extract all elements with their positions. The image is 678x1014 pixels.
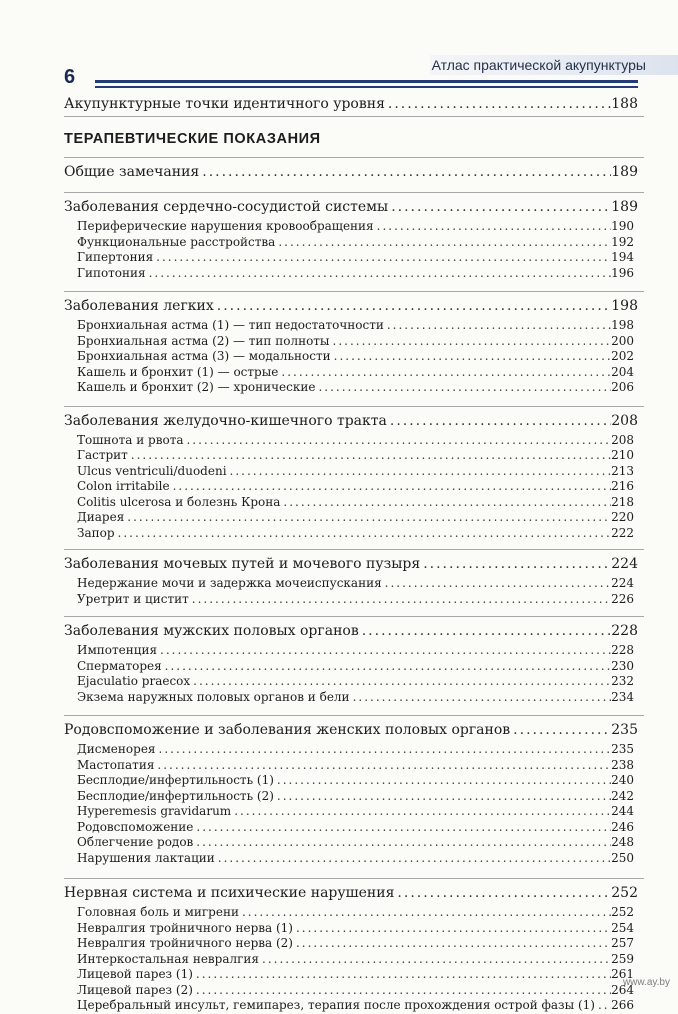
- header-rule-thick: [95, 80, 638, 83]
- entry-title: Hyperemesis gravidarum: [77, 804, 232, 818]
- dot-leader: [275, 235, 611, 251]
- toc-subentry[interactable]: [64, 510, 644, 526]
- dot-leader: [420, 552, 611, 576]
- dot-leader: [124, 510, 611, 526]
- toc-subentry[interactable]: [64, 758, 644, 774]
- page-number: 6: [64, 66, 76, 88]
- entry-title: Colon irritabile: [77, 479, 170, 493]
- entry-title: Заболевания сердечно-сосудистой системы: [64, 199, 389, 215]
- entry-title: Импотенция: [77, 643, 158, 657]
- toc-subentry[interactable]: [64, 448, 644, 464]
- toc-chapter-entry[interactable]: [64, 881, 644, 905]
- entry-page-number: 246: [611, 819, 634, 834]
- toc-chapter-entry[interactable]: [64, 92, 644, 116]
- toc-chapter-entry[interactable]: [64, 619, 644, 643]
- toc-subentry[interactable]: [64, 464, 644, 480]
- entry-title: Бесплодие/инфертильность (1): [77, 773, 274, 787]
- toc-group-female: [64, 716, 644, 878]
- toc-subentry[interactable]: [64, 433, 644, 449]
- entry-page-number: 204: [611, 364, 634, 379]
- entry-page-number: 257: [611, 936, 634, 950]
- toc-group-neuro: [64, 879, 644, 1014]
- dot-leader: [183, 433, 611, 449]
- toc-subentry[interactable]: [64, 365, 644, 381]
- toc-subentry[interactable]: [64, 334, 644, 350]
- table-of-contents: [64, 92, 644, 1014]
- entry-page-number: 189: [611, 199, 638, 215]
- dot-leader: [280, 495, 611, 511]
- toc-subentry[interactable]: [64, 659, 644, 675]
- dot-leader: [239, 905, 611, 921]
- entry-page-number: 202: [611, 349, 634, 363]
- entry-page-number: 230: [611, 658, 634, 673]
- entry-page-number: 232: [611, 674, 634, 688]
- toc-group-male: [64, 617, 644, 715]
- entry-title: Периферические нарушения кровообращения: [77, 219, 374, 233]
- toc-group-cardio: [64, 193, 644, 291]
- dot-leader: [384, 318, 611, 334]
- entry-title: Бесплодие/инфертильность (2): [77, 788, 274, 803]
- dot-leader: [595, 998, 611, 1014]
- entry-title: Заболевания желудочно-кишечного тракта: [64, 412, 387, 429]
- toc-subentry[interactable]: [64, 921, 644, 937]
- toc-group-general: [64, 158, 644, 192]
- entry-title: Сперматорея: [77, 658, 162, 673]
- toc-subentry[interactable]: [64, 983, 644, 999]
- dot-leader: [510, 718, 611, 742]
- running-header-title: Атлас практической акупунктуры: [431, 57, 646, 73]
- header-rule-thin: [95, 86, 638, 88]
- toc-chapter-entry[interactable]: [64, 718, 644, 742]
- dot-leader: [293, 921, 611, 937]
- toc-subentry[interactable]: [64, 495, 644, 511]
- dot-leader: [350, 690, 612, 706]
- entry-title: Лицевой парез (2): [77, 982, 193, 997]
- dot-leader: [374, 219, 611, 235]
- entry-page-number: 261: [611, 967, 634, 981]
- entry-title: Родовспоможение и заболевания женских половых органов: [64, 722, 511, 738]
- entry-title: Диарея: [77, 510, 125, 524]
- entry-title: Colitis ulcerosa и болезнь Крона: [77, 494, 281, 509]
- dot-leader: [293, 936, 611, 952]
- entry-title: Дисменорея: [77, 742, 156, 756]
- entry-page-number: 216: [611, 479, 634, 493]
- entry-page-number: 198: [611, 318, 634, 332]
- entry-title: Запор: [77, 525, 115, 540]
- section-heading: ТЕРАПЕВТИЧЕСКИЕ ПОКАЗАНИЯ: [64, 131, 321, 147]
- dot-leader: [193, 835, 611, 851]
- entry-title: Тошнота и рвота: [77, 432, 184, 447]
- dot-leader: [274, 773, 611, 789]
- entry-page-number: 210: [611, 448, 634, 462]
- entry-title: Бронхиальная астма (1) — тип недостаточности: [77, 318, 384, 332]
- entry-page-number: 235: [611, 742, 634, 756]
- toc-chapter-entry[interactable]: [64, 160, 644, 184]
- dot-leader: [331, 349, 611, 365]
- toc-group-urinary: [64, 550, 644, 616]
- toc-subentry[interactable]: [64, 576, 644, 592]
- entry-title: Гипертония: [77, 250, 154, 264]
- entry-page-number: 213: [611, 463, 634, 478]
- entry-title: Ejaculatio praecox: [77, 674, 191, 688]
- dot-leader: [215, 851, 611, 867]
- dot-leader: [199, 160, 611, 184]
- toc-subentry[interactable]: [64, 820, 644, 836]
- dot-leader: [146, 266, 611, 282]
- entry-page-number: 266: [611, 998, 634, 1012]
- entry-page-number: 224: [611, 576, 634, 590]
- toc-subentry[interactable]: [64, 773, 644, 789]
- entry-title: Лицевой парез (1): [77, 967, 193, 981]
- dot-leader: [359, 619, 612, 643]
- entry-page-number: 250: [611, 850, 634, 865]
- toc-group-gi: [64, 407, 644, 550]
- toc-subentry[interactable]: [64, 380, 644, 396]
- toc-subentry[interactable]: [64, 266, 644, 282]
- watermark: www.ay.by: [622, 977, 670, 988]
- dot-leader: [193, 967, 611, 983]
- entry-page-number: 240: [611, 773, 634, 787]
- dot-leader: [394, 881, 611, 905]
- toc-subentry[interactable]: [64, 998, 644, 1014]
- entry-page-number: 200: [611, 333, 634, 348]
- entry-title: Невралгия тройничного нерва (2): [77, 936, 293, 950]
- entry-page-number: 206: [611, 380, 634, 394]
- entry-title: Родовспоможение: [77, 819, 194, 834]
- entry-page-number: 259: [611, 951, 634, 966]
- entry-title: Кашель и бронхит (2) — хронические: [77, 380, 316, 394]
- entry-title: Мастопатия: [77, 757, 155, 772]
- entry-title: Головная боль и мигрени: [77, 905, 239, 919]
- entry-page-number: 248: [611, 835, 634, 849]
- entry-title: Церебральный инсульт, гемипарез, терапия после прохождения острой фазы (1): [77, 998, 595, 1012]
- dot-leader: [170, 479, 611, 495]
- toc-subentry[interactable]: [64, 643, 644, 659]
- toc-subentry[interactable]: [64, 936, 644, 952]
- dot-leader: [214, 294, 611, 318]
- dot-leader: [190, 674, 611, 690]
- dot-leader: [128, 448, 611, 464]
- toc-subentry[interactable]: [64, 250, 644, 266]
- entry-title: Невралгия тройничного нерва (1): [77, 920, 293, 935]
- entry-page-number: 222: [611, 525, 634, 540]
- entry-title: Уретрит и цистит: [77, 591, 189, 606]
- entry-title: Экзема наружных половых органов и бели: [77, 689, 350, 704]
- entry-title: Облегчение родов: [77, 835, 194, 849]
- entry-page-number: 228: [611, 643, 634, 657]
- toc-subentry[interactable]: [64, 690, 644, 706]
- entry-page-number: 224: [611, 556, 638, 572]
- entry-page-number: 252: [611, 885, 638, 901]
- dot-leader: [153, 250, 611, 266]
- entry-page-number: 208: [611, 432, 634, 447]
- toc-subentry[interactable]: [64, 235, 644, 251]
- entry-title: Недержание мочи и задержка мочеиспускания: [77, 576, 382, 590]
- entry-title: Гипотония: [77, 265, 146, 280]
- entry-page-number: 190: [611, 219, 634, 233]
- entry-page-number: 228: [611, 623, 638, 639]
- toc-subentry[interactable]: [64, 318, 644, 334]
- entry-title: Общие замечания: [64, 164, 200, 180]
- entry-page-number: 189: [611, 164, 638, 180]
- dot-leader: [274, 789, 611, 805]
- dot-leader: [278, 365, 611, 381]
- toc-subentry[interactable]: [64, 742, 644, 758]
- entry-page-number: 196: [611, 265, 634, 280]
- toc-chapter-entry[interactable]: [64, 294, 644, 318]
- entry-title: Нарушения лактации: [77, 850, 215, 865]
- dot-leader: [157, 643, 611, 659]
- entry-page-number: 188: [611, 96, 638, 112]
- entry-title: Функциональные расстройства: [77, 234, 276, 249]
- dot-leader: [259, 952, 611, 968]
- dot-leader: [156, 742, 612, 758]
- toc-subentry[interactable]: [64, 804, 644, 820]
- dot-leader: [387, 409, 611, 433]
- toc-subentry[interactable]: [64, 592, 644, 608]
- entry-page-number: 244: [611, 804, 634, 818]
- entry-page-number: 238: [611, 757, 634, 772]
- toc-subentry[interactable]: [64, 967, 644, 983]
- entry-page-number: 218: [611, 494, 634, 509]
- toc-chapter-entry[interactable]: [64, 195, 644, 219]
- toc-subentry[interactable]: [64, 851, 644, 867]
- dot-leader: [115, 526, 612, 542]
- toc-subentry[interactable]: [64, 674, 644, 690]
- entry-title: Бронхиальная астма (2) — тип полноты: [77, 333, 330, 348]
- entry-title: Бронхиальная астма (3) — модальности: [77, 349, 331, 363]
- toc-subentry[interactable]: [64, 789, 644, 805]
- entry-page-number: 254: [611, 920, 634, 935]
- dot-leader: [154, 758, 611, 774]
- toc-subentry[interactable]: [64, 905, 644, 921]
- entry-title: Заболевания легких: [64, 298, 214, 314]
- entry-title: Интеркостальная невралгия: [77, 951, 259, 966]
- entry-page-number: 242: [611, 788, 634, 803]
- dot-leader: [193, 983, 611, 999]
- dot-leader: [189, 592, 611, 608]
- entry-page-number: 198: [611, 298, 638, 314]
- toc-subentry[interactable]: [64, 349, 644, 365]
- entry-title: Кашель и бронхит (1) — острые: [77, 364, 279, 379]
- dot-leader: [330, 334, 612, 350]
- toc-subentry[interactable]: [64, 479, 644, 495]
- toc-chapter-entry[interactable]: [64, 552, 644, 576]
- toc-group-acupoints: [64, 92, 644, 116]
- dot-leader: [231, 804, 611, 820]
- dot-leader: [388, 195, 611, 219]
- entry-page-number: 208: [611, 412, 638, 429]
- entry-page-number: 220: [611, 510, 634, 524]
- dot-leader: [315, 380, 611, 396]
- entry-title: Заболевания мочевых путей и мочевого пузыря: [64, 556, 421, 572]
- entry-title: Гастрит: [77, 448, 128, 462]
- entry-page-number: 194: [611, 250, 634, 264]
- entry-title: Акупунктурные точки идентичного уровня: [64, 96, 385, 112]
- toc-subentry[interactable]: [64, 952, 644, 968]
- dot-leader: [385, 92, 611, 116]
- entry-page-number: 252: [611, 905, 634, 919]
- toc-subentry[interactable]: [64, 219, 644, 235]
- toc-group-lungs: [64, 292, 644, 406]
- dot-leader: [193, 820, 611, 836]
- entry-title: Ulcus ventriculi/duodeni: [77, 463, 227, 478]
- toc-subentry[interactable]: [64, 835, 644, 851]
- entry-page-number: 234: [611, 689, 634, 704]
- entry-page-number: 264: [611, 982, 634, 997]
- entry-page-number: 226: [611, 591, 634, 606]
- dot-leader: [227, 464, 612, 480]
- toc-subentry[interactable]: [64, 526, 644, 542]
- entry-title: Заболевания мужских половых органов: [64, 623, 359, 639]
- entry-page-number: 235: [611, 722, 638, 738]
- entry-title: Нервная система и психические нарушения: [64, 885, 395, 901]
- entry-page-number: 192: [611, 234, 634, 249]
- dot-leader: [382, 576, 611, 592]
- toc-chapter-entry[interactable]: [64, 409, 644, 433]
- dot-leader: [162, 659, 611, 675]
